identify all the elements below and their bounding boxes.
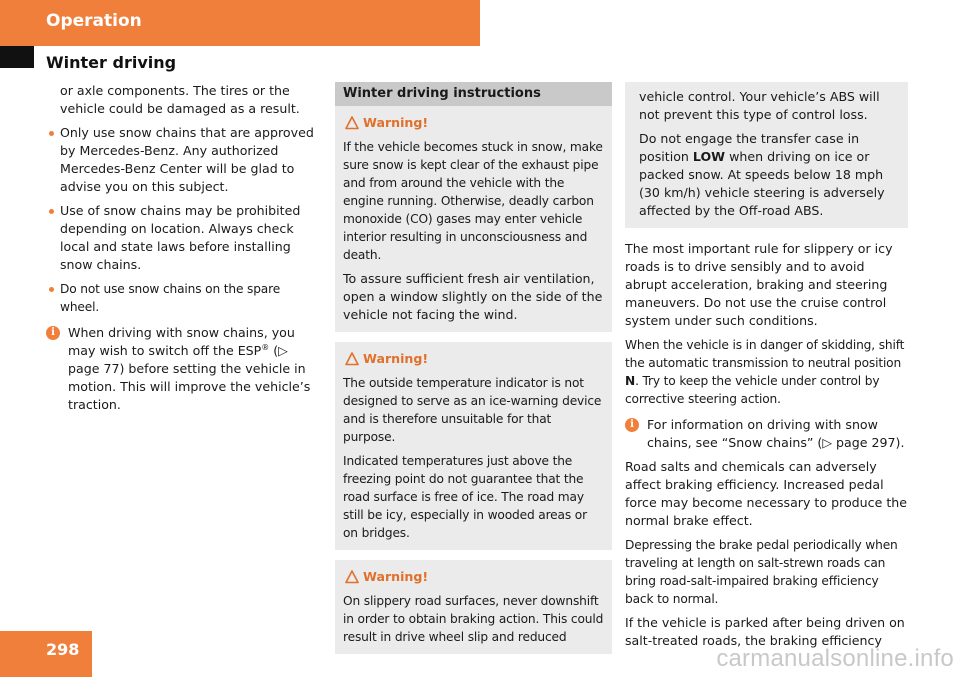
section-title: Operation <box>46 11 142 31</box>
text-span: Do not engage the transfer case in position <box>639 131 860 164</box>
warning-paragraph: Indicated temperatures just above the freezing point do not guarantee that the road surface is free of ice. The road may still be icy, especially in wooded areas or on bridges. <box>343 454 587 540</box>
registered-mark: ® <box>261 342 270 352</box>
list-item <box>46 124 322 196</box>
body-paragraph: Road salts and chemicals can adversely affect braking efficiency. Increased pedal force may become necessary to produce the normal brake effect. <box>625 459 907 528</box>
body-paragraph: The most important rule for slippery or icy roads is to drive sensibly and to avoid abrupt acceleration, braking and steering maneuvers. Do not use the cruise control system under such conditions. <box>625 241 893 328</box>
text-span: . Try to keep the vehicle under control by corrective steering action. <box>625 374 880 406</box>
warning-title-text: Warning! <box>363 569 429 584</box>
list-item-text: Use of snow chains may be prohibited depending on location. Always check local and state laws before installing snow chains. <box>60 203 301 272</box>
info-note-text-b: (▷ page 77) before setting the vehicle in motion. This will improve the vehicle’s traction. <box>68 343 311 412</box>
warning-box <box>335 342 612 550</box>
list-item <box>46 202 322 274</box>
warning-box <box>335 560 612 654</box>
list-item-text: Only use snow chains that are approved by Mercedes-Benz. Any authorized Mercedes-Benz Center will be glad to advise you on this subject. <box>60 125 314 194</box>
watermark: carmanualsonline.info <box>716 645 954 672</box>
bullet-icon <box>49 287 54 292</box>
page-title: Winter driving <box>46 53 177 72</box>
info-icon: i <box>625 418 639 432</box>
info-note <box>625 416 908 452</box>
warning-title-text: Warning! <box>363 351 429 366</box>
warning-paragraph: On slippery road surfaces, never downshift in order to obtain braking action. This could result in drive wheel slip and reduced <box>343 594 604 644</box>
page-number-box <box>0 631 92 677</box>
warning-title <box>343 114 604 132</box>
body-paragraph <box>625 336 908 408</box>
column-right <box>625 82 908 656</box>
page-number: 298 <box>46 640 80 659</box>
bullet-icon <box>49 209 54 214</box>
column-middle <box>335 82 612 664</box>
paragraph-continued: or axle components. The tires or the vehicle could be damaged as a result. <box>60 83 300 116</box>
section-header-bar <box>0 0 480 46</box>
text-span: When the vehicle is in danger of skidding, shift the automatic transmission to neutral position <box>625 338 905 370</box>
warning-triangle-icon <box>345 352 359 366</box>
body-paragraph: If the vehicle is parked after being driven on salt-treated roads, the braking efficiency <box>625 615 905 648</box>
warning-triangle-icon <box>345 570 359 584</box>
gear-position-neutral: N <box>625 374 636 388</box>
warning-box <box>335 106 612 332</box>
info-note-text: For information on driving with snow chains, see “Snow chains” (▷ page 297). <box>647 417 905 450</box>
list-item <box>46 280 322 316</box>
warning-paragraph <box>639 130 898 220</box>
warning-triangle-icon <box>345 116 359 130</box>
list-item-text: Do not use snow chains on the spare wheel. <box>60 282 281 314</box>
info-icon: i <box>46 326 60 340</box>
warning-title-text: Warning! <box>363 115 429 130</box>
header-tab-marker <box>0 46 34 68</box>
gear-position-low: LOW <box>692 149 726 164</box>
body-paragraph: Depressing the brake pedal periodically when traveling at length on salt-strewn roads can bring road-salt-impaired braking efficiency back to normal. <box>625 538 898 606</box>
warning-paragraph: The outside temperature indicator is not designed to serve as an ice-warning device and is therefore unsuitable for that purpose. <box>343 376 602 444</box>
warning-paragraph: vehicle control. Your vehicle’s ABS will not prevent this type of control loss. <box>639 89 880 122</box>
text-span: when driving on ice or packed snow. At speeds below 18 mph (30 km/h) vehicle steering is adversely affected by the Off-road ABS. <box>639 149 885 218</box>
warning-title <box>343 568 604 586</box>
bullet-icon <box>49 131 54 136</box>
info-note-text-a: When driving with snow chains, you may wish to switch off the ESP <box>68 325 295 358</box>
info-note <box>46 324 322 414</box>
warning-title <box>343 350 604 368</box>
column-left <box>46 82 322 414</box>
warning-paragraph: If the vehicle becomes stuck in snow, make sure snow is kept clear of the exhaust pipe and from around the vehicle with the engine running. Otherwise, deadly carbon monoxide (CO) gases may enter vehicle interior resulting in unconsciousness and death. <box>343 140 603 262</box>
section-heading: Winter driving instructions <box>335 82 612 106</box>
warning-box-continued <box>625 82 908 228</box>
warning-paragraph: To assure sufficient fresh air ventilation, open a window slightly on the side of the vehicle not facing the wind. <box>343 271 603 322</box>
